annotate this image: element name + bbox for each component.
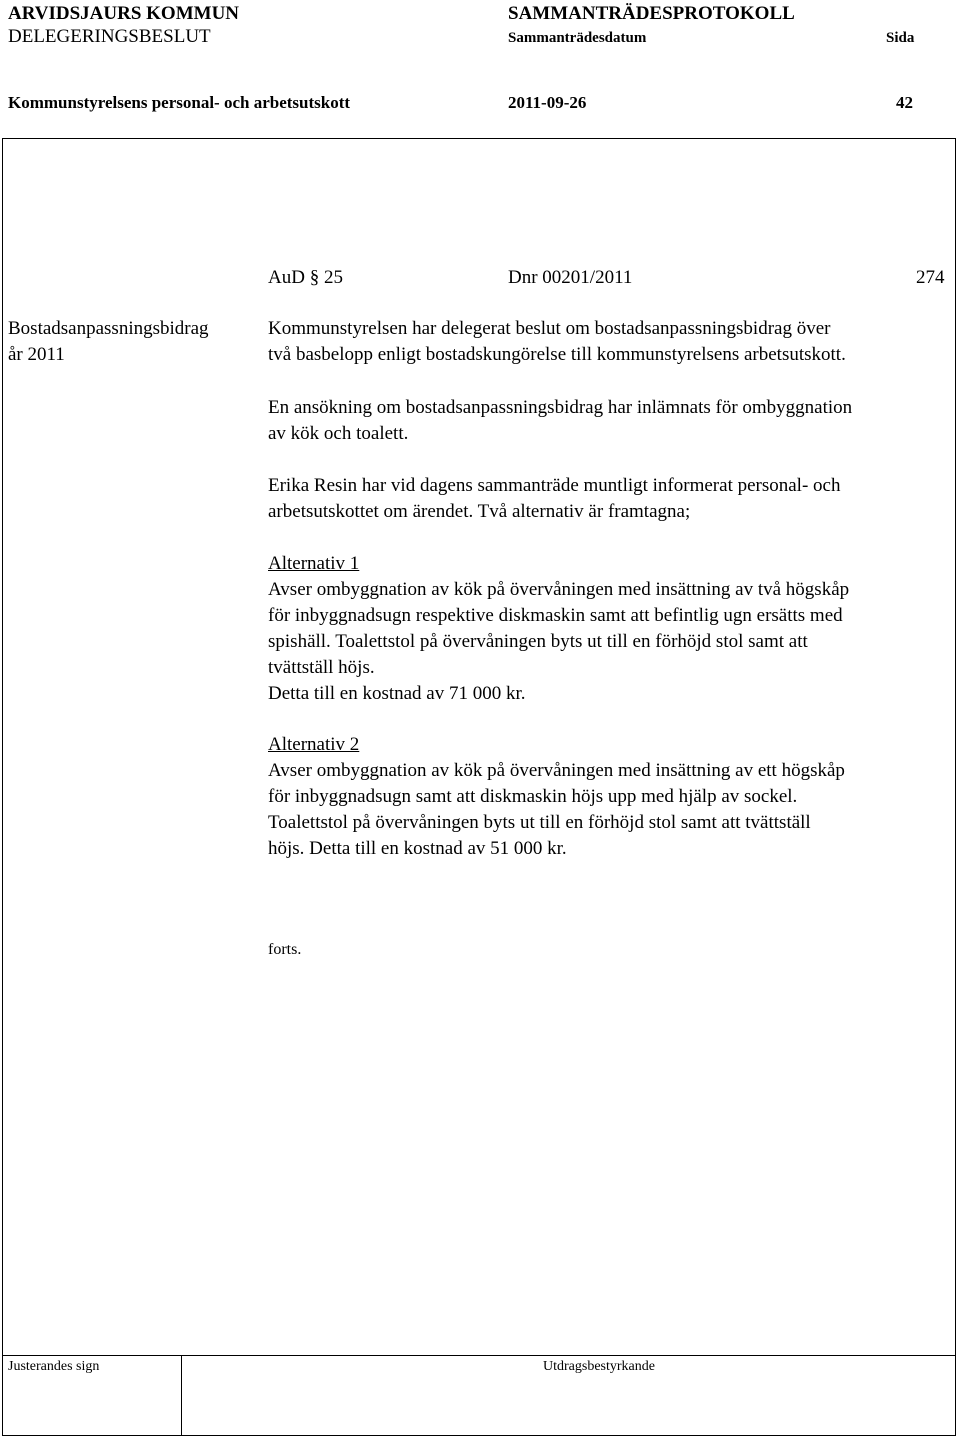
alternative-line: för inbyggnadsugn respektive diskmaskin samt att befintlig ugn ersätts med: [268, 605, 843, 626]
paragraph-line: av kök och toalett.: [268, 423, 409, 444]
meeting-date: 2011-09-26: [508, 93, 587, 112]
alternative-2: [268, 732, 958, 862]
alternative-title: Alternativ 2: [268, 734, 360, 755]
paragraph-application: [268, 395, 958, 447]
paragraph-line: Kommunstyrelsen har delegerat beslut om bostadsanpassningsbidrag över: [268, 318, 831, 339]
alternative-line: Detta till en kostnad av 71 000 kr.: [268, 683, 526, 704]
justerandes-sign-label: Justerandes sign: [8, 1359, 100, 1374]
protocol-title: SAMMANTRÄDESPROTOKOLL: [508, 3, 795, 24]
committee-name: Kommunstyrelsens personal- och arbetsutskott: [8, 93, 351, 112]
alternative-line: för inbyggnadsugn samt att diskmaskin höjs upp med hjälp av sockel.: [268, 786, 798, 807]
alternative-line: Toalettstol på övervåningen byts ut till en förhöjd stol samt att tvättställ: [268, 812, 811, 833]
paragraph-line: En ansökning om bostadsanpassningsbidrag har inlämnats för ombyggnation: [268, 397, 853, 418]
alternative-1: [268, 551, 958, 707]
alternative-line: Avser ombyggnation av kök på övervåningen med insättning av ett högskåp: [268, 760, 845, 781]
organization-name: ARVIDSJAURS KOMMUN: [8, 3, 240, 24]
page-label: Sida: [886, 30, 915, 46]
continuation-note: forts.: [268, 941, 302, 958]
paragraph-number: AuD § 25: [268, 267, 343, 288]
utdragsbestyrkande-label: Utdragsbestyrkande: [543, 1359, 655, 1374]
subject-line-1: Bostadsanpassningsbidrag: [8, 318, 209, 339]
alternative-line: tvättställ höjs.: [268, 657, 375, 678]
paragraph-delegation: [268, 316, 958, 368]
alternative-line: Avser ombyggnation av kök på övervåningen med insättning av två högskåp: [268, 579, 850, 600]
footer-column-divider: [181, 1355, 182, 1436]
alternative-line: höjs. Detta till en kostnad av 51 000 kr.: [268, 838, 567, 859]
page-number: 42: [896, 93, 913, 112]
paragraph-line: två basbelopp enligt bostadskungörelse till kommunstyrelsens arbetsutskott.: [268, 344, 846, 365]
subject-line-2: år 2011: [8, 344, 65, 365]
alternative-line: spishäll. Toalettstol på övervåningen byts ut till en förhöjd stol samt att: [268, 631, 808, 652]
case-number: 274: [916, 267, 945, 288]
case-dnr: Dnr 00201/2011: [508, 267, 633, 288]
paragraph-line: Erika Resin har vid dagens sammanträde muntligt informerat personal- och: [268, 475, 841, 496]
footer-divider: [2, 1355, 956, 1356]
paragraph-information: [268, 473, 958, 525]
paragraph-line: arbetsutskottet om ärendet. Två alternativ är framtagna;: [268, 501, 691, 522]
alternative-title: Alternativ 1: [268, 553, 360, 574]
document-type: DELEGERINGSBESLUT: [8, 26, 211, 47]
date-label: Sammanträdesdatum: [508, 30, 647, 46]
